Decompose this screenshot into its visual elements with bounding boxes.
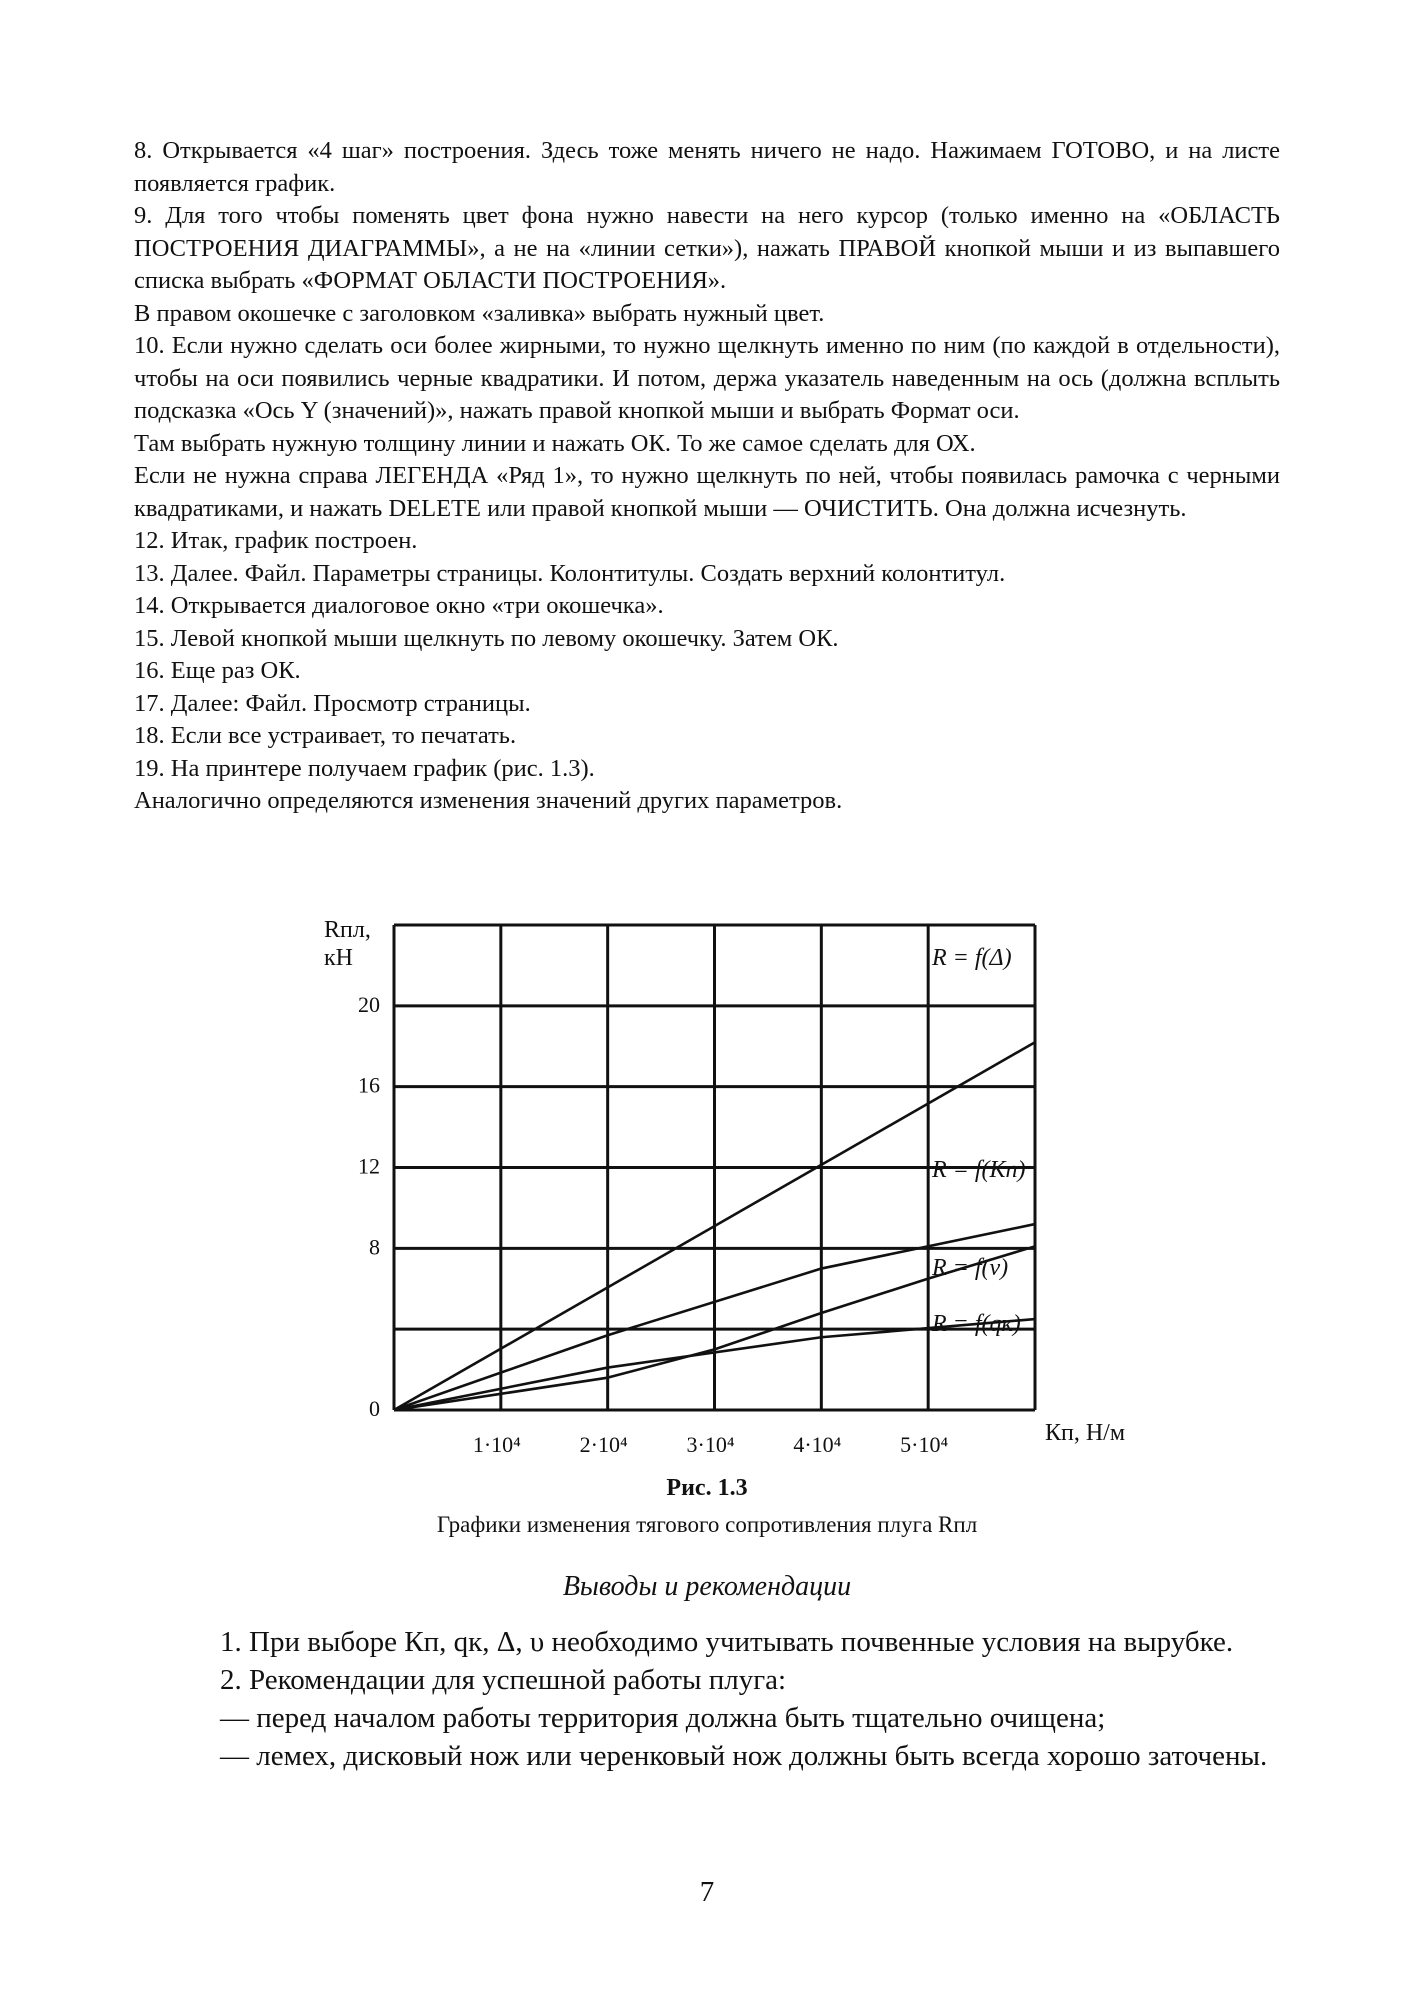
x-tick-label: 1·10⁴ <box>472 1432 521 1457</box>
recommendation-sharpen: — лемех, дисковый нож или черенковый нож должны быть всегда хорошо заточены. <box>220 1740 1268 1772</box>
x-tick-label: 5·10⁴ <box>900 1432 949 1457</box>
instruction-summary: Аналогично определяются изменения значений других параметров. <box>134 787 843 814</box>
instruction-9-fill: В правом окошечке с заголовком «заливка» выбрать нужный цвет. <box>134 299 825 327</box>
instruction-10: 10. Если нужно сделать оси более жирными, то нужно щелкнуть именно по ним (по каждой в отдельности), чтобы на оси появились черные квадратики. И потом, держа указатель наведенным на ось (должна всплыть подсказка «Ось Y (значений)», нажать правой кнопкой мыши и выбрать Формат оси. <box>134 332 1280 424</box>
instruction-15: 15. Левой кнопкой мыши щелкнуть по левому окошечку. Затем ОК. <box>134 624 839 652</box>
y-axis-label: Rпл, <box>324 917 371 943</box>
page-number: 7 <box>699 1876 715 1908</box>
x-axis-label: Кп, Н/м <box>1045 1420 1126 1446</box>
chart-labels <box>324 917 1125 1457</box>
conclusions-title: Выводы и рекомендации <box>562 1571 852 1602</box>
instruction-8: 8. Открывается «4 шаг» построения. Здесь тоже менять ничего не надо. Нажимаем ГОТОВО, и на листе появляется график. <box>134 137 1280 197</box>
instruction-19: 19. На принтере получаем график (рис. 1.3). <box>134 754 595 782</box>
y-tick-label: 12 <box>358 1153 380 1179</box>
series-label-2: R = f(Кп) <box>932 1157 1026 1183</box>
x-tick-label: 2·10⁴ <box>579 1432 628 1457</box>
instruction-9: 9. Для того чтобы поменять цвет фона нужно навести на него курсор (только именно на «ОБЛАСТЬ ПОСТРОЕНИЯ ДИАГРАММЫ», а не на «линии сетки»), нажать ПРАВОЙ кнопкой мыши и из выпавшего списка выбрать «ФОРМАТ ОБЛАСТИ ПОСТРОЕНИЯ». <box>134 202 1280 294</box>
instruction-12: 12. Итак, график построен. <box>134 527 418 554</box>
y-axis-unit: кН <box>324 945 353 971</box>
resistance-chart <box>310 915 1126 1475</box>
instruction-18: 18. Если все устраивает, то печатать. <box>134 722 517 749</box>
series-label-4: R = f(qк) <box>932 1311 1021 1337</box>
y-tick-label: 0 <box>369 1396 380 1421</box>
instructions-text <box>134 135 1280 818</box>
y-tick-label: 16 <box>358 1072 380 1098</box>
figure-caption: Графики изменения тягового сопротивления плуга Rпл <box>436 1512 978 1537</box>
conclusion-1: 1. При выборе Кп, qк, Δ, υ необходимо учитывать почвенные условия на вырубке. <box>220 1626 1234 1658</box>
instruction-14: 14. Открывается диалоговое окно «три окошечка». <box>134 592 664 619</box>
conclusion-2: 2. Рекомендации для успешной работы плуга: <box>220 1664 787 1696</box>
instruction-17: 17. Далее: Файл. Просмотр страницы. <box>134 689 531 717</box>
series-label-1: R = f(Δ) <box>932 945 1012 971</box>
instruction-10-width: Там выбрать нужную толщину линии и нажать ОК. То же самое сделать для ОХ. <box>134 429 976 457</box>
y-tick-label: 8 <box>369 1234 380 1260</box>
instruction-legend: Если не нужна справа ЛЕГЕНДА «Ряд 1», то нужно щелкнуть по ней, чтобы появилась рамочка с черными квадратиками, и нажать DELETE или правой кнопкой мыши — ОЧИСТИТЬ. Она должна исчезнуть. <box>134 462 1280 522</box>
instruction-16: 16. Еще раз ОК. <box>134 657 301 684</box>
y-tick-label: 20 <box>358 991 380 1017</box>
instruction-13: 13. Далее. Файл. Параметры страницы. Колонтитулы. Создать верхний колонтитул. <box>134 559 1006 587</box>
conclusions-text <box>134 1623 1280 1775</box>
x-tick-label: 3·10⁴ <box>686 1432 735 1457</box>
recommendation-clean: — перед началом работы территория должна быть тщательно очищена; <box>220 1702 1106 1734</box>
figure-title: Рис. 1.3 <box>666 1475 748 1501</box>
series-label-3: R = f(v) <box>932 1255 1009 1281</box>
x-tick-label: 4·10⁴ <box>793 1432 842 1457</box>
